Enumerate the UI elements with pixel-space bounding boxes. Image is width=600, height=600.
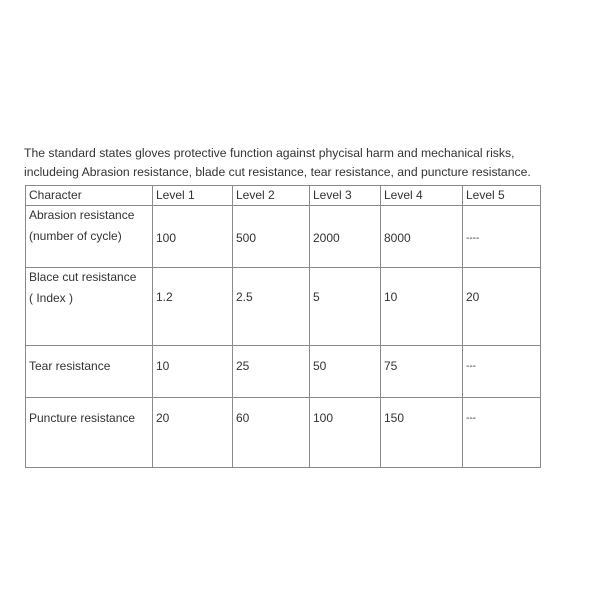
table-row-tear — [26, 346, 541, 398]
header-level-4: Level 4 — [381, 186, 463, 206]
row-label-line: Puncture resistance — [29, 411, 136, 425]
row-label-blade-cut — [26, 268, 153, 346]
table-row-abrasion — [26, 206, 541, 268]
table-cell: 2.5 — [233, 268, 310, 346]
table-cell: 10 — [153, 346, 233, 398]
table-header-row — [26, 186, 541, 206]
protection-levels-table — [25, 185, 541, 468]
table-cell: 500 — [233, 206, 310, 268]
table-cell: 75 — [381, 346, 463, 398]
table-cell: 2000 — [310, 206, 381, 268]
header-level-5: Level 5 — [463, 186, 541, 206]
table-cell: ---- — [463, 206, 541, 268]
table-cell: 5 — [310, 268, 381, 346]
table-cell: 20 — [153, 398, 233, 468]
row-label-line: Abrasion resistance — [29, 208, 135, 222]
table-cell: 100 — [310, 398, 381, 468]
table-cell: 150 — [381, 398, 463, 468]
table-cell: 8000 — [381, 206, 463, 268]
row-label-tear — [26, 346, 153, 398]
intro-text — [24, 144, 584, 182]
table-row-blade-cut — [26, 268, 541, 346]
table-cell: --- — [463, 398, 541, 468]
table-row-puncture — [26, 398, 541, 468]
table-cell: 10 — [381, 268, 463, 346]
row-label-subline: ( Index ) — [29, 291, 74, 305]
header-level-3: Level 3 — [310, 186, 381, 206]
table-cell: 1.2 — [153, 268, 233, 346]
row-label-puncture — [26, 398, 153, 468]
header-level-1: Level 1 — [153, 186, 233, 206]
row-label-subline: (number of cycle) — [29, 229, 122, 243]
table-cell: --- — [463, 346, 541, 398]
table-cell: 60 — [233, 398, 310, 468]
table-cell: 100 — [153, 206, 233, 268]
row-label-line: Blace cut resistance — [29, 270, 137, 284]
intro-line-2: includeing Abrasion resistance, blade cut resistance, tear resistance, and puncture resistance. — [24, 165, 531, 179]
header-character: Character — [26, 186, 153, 206]
table-cell: 20 — [463, 268, 541, 346]
header-level-2: Level 2 — [233, 186, 310, 206]
intro-line-1: The standard states gloves protective function against phycisal harm and mechanical risks, — [24, 146, 515, 160]
table-cell: 50 — [310, 346, 381, 398]
table-cell: 25 — [233, 346, 310, 398]
row-label-abrasion — [26, 206, 153, 268]
row-label-line: Tear resistance — [29, 359, 111, 373]
